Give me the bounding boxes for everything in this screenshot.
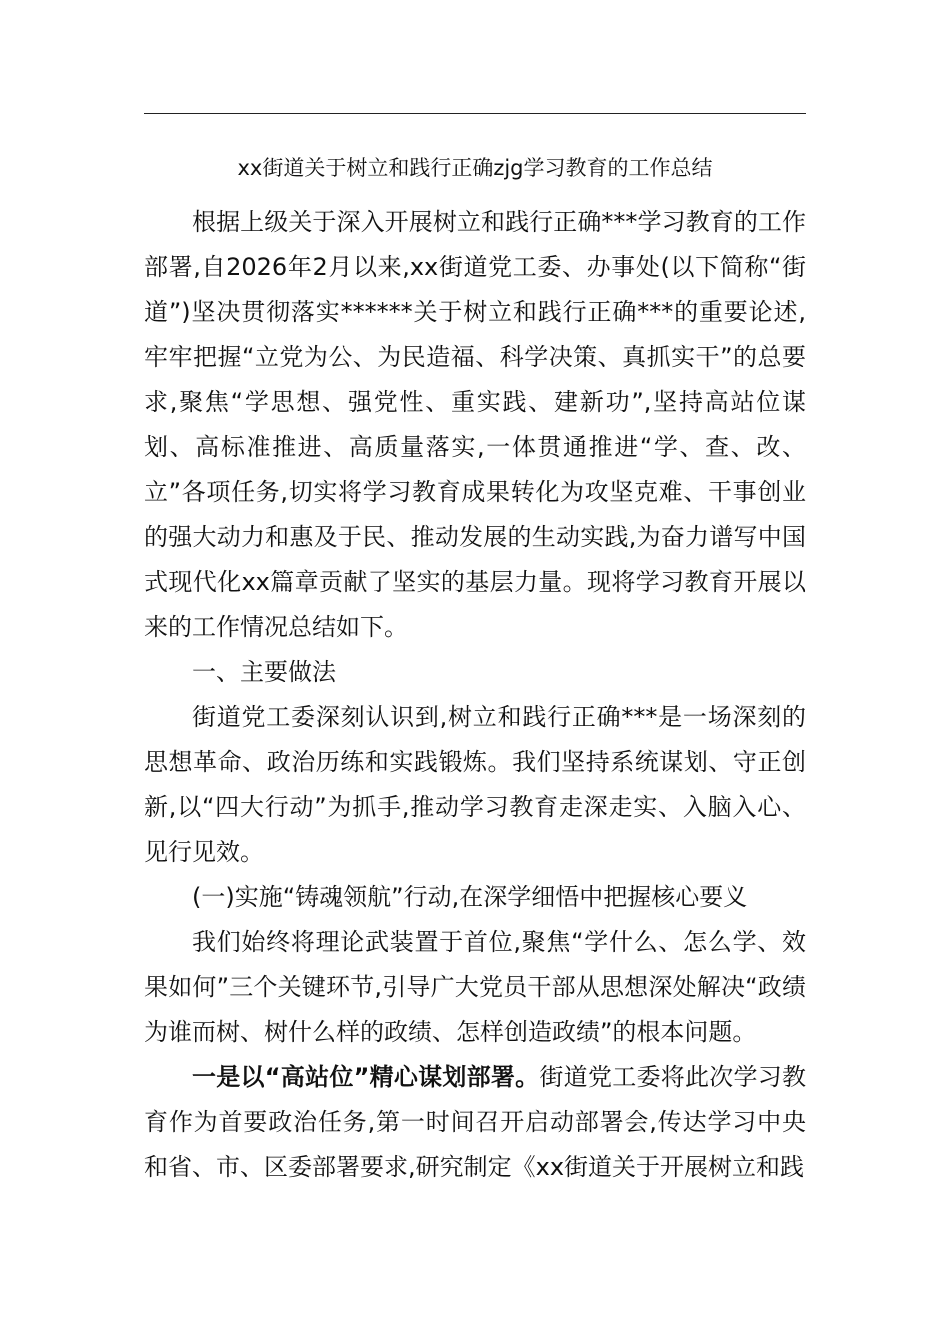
subsection-heading-1: (一)实施“铸魂领航”行动,在深学细悟中把握核心要义 [192, 883, 748, 911]
point-paragraph-1 [144, 1055, 806, 1190]
section-paragraph: 街道党工委深刻认识到,树立和践行正确***是一场深刻的思想革命、政治历练和实践锻炼。我们坚持系统谋划、守正创新,以“四大行动”为抓手,推动学习教育走深走实、入脑入心、见行见效。 [144, 703, 806, 866]
intro-paragraph: 根据上级关于深入开展树立和践行正确***学习教育的工作部署,自2026年2月以来,xx街道党工委、办事处(以下简称“街道”)坚决贯彻落实******关于树立和践行正确***的重要论述,牢牢把握“立党为公、为民造福、科学决策、真抓实干”的总要求,聚焦“学思想、强党性、重实践、建新功”,坚持高站位谋划、高标准推进、高质量落实,一体贯通推进“学、查、改、立”各项任务,切实将学习教育成果转化为攻坚克难、干事创业的强大动力和惠及于民、推动发展的生动实践,为奋力谱写中国式现代化xx篇章贡献了坚实的基层力量。现将学习教育开展以来的工作情况总结如下。 [144, 208, 806, 641]
document-title: xx街道关于树立和践行正确zjg学习教育的工作总结 [237, 156, 713, 180]
section-heading-main-practices: 一、主要做法 [192, 658, 336, 686]
subsection-paragraph: 我们始终将理论武装置于首位,聚焦“学什么、怎么学、效果如何”三个关键环节,引导广大党员干部从思想深处解决“政绩为谁而树、树什么样的政绩、怎样创造政绩”的根本问题。 [144, 928, 806, 1046]
point-text: 街道党工委将此次学习教育作为首要政治任务,第一时间召开启动部署会,传达学习中央和省、市、区委部署要求,研究制定《xx街道关于开展树立和践 [144, 1063, 807, 1181]
point-lead: 一是以“高站位”精心谋划部署。 [192, 1063, 540, 1091]
document-body [144, 200, 806, 1190]
header-rule [144, 113, 806, 114]
